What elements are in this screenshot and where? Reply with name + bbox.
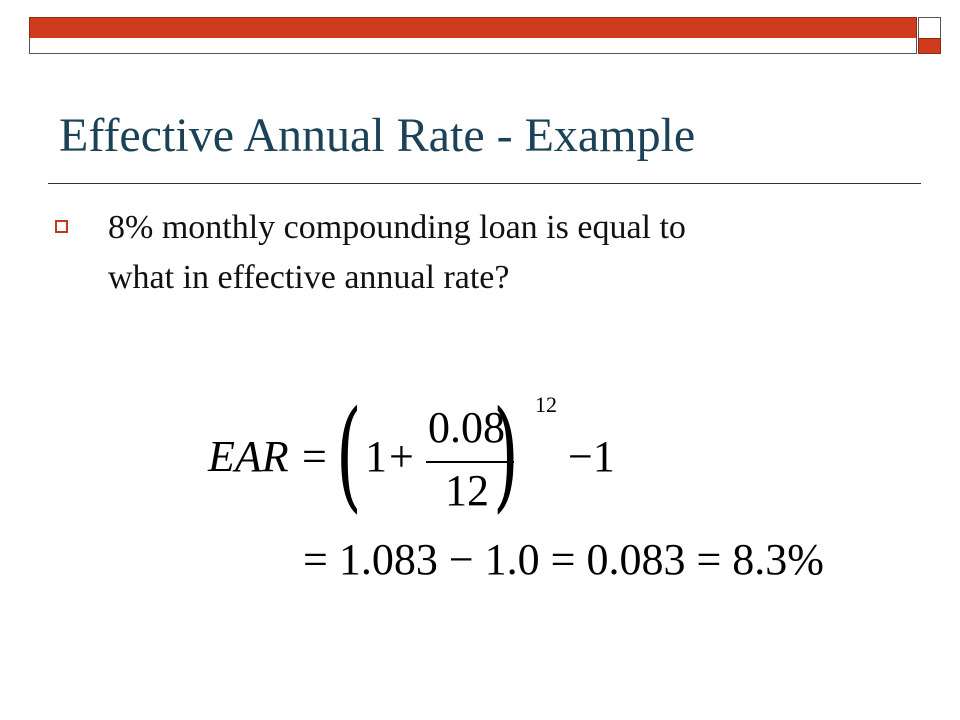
header-accent-bar [29,17,917,39]
header-underbar [29,38,917,54]
equation-lhs: EAR [208,432,289,481]
right-paren: ) [493,386,519,525]
equation-plus: + [389,432,414,481]
bullet-line-2: what in effective annual rate? [108,259,510,296]
header-corner-box-white [918,17,941,39]
equation-equals: = [302,432,327,481]
fraction-denominator: 12 [445,466,489,515]
equation-exponent: 12 [535,392,557,417]
left-paren: ( [336,386,362,525]
slide-title: Effective Annual Rate - Example [59,109,696,162]
bullet-text [108,203,888,303]
header-corner-box-red [918,38,941,54]
equation-minus-one: −1 [568,432,615,481]
equation-result-line: = 1.083 − 1.0 = 0.083 = 8.3% [303,535,824,584]
bullet-line-1: 8% monthly compounding loan is equal to [108,209,686,246]
title-divider [48,183,921,184]
equation-one: 1 [365,432,387,481]
square-bullet-icon [55,220,68,233]
fraction-numerator: 0.08 [428,403,505,452]
